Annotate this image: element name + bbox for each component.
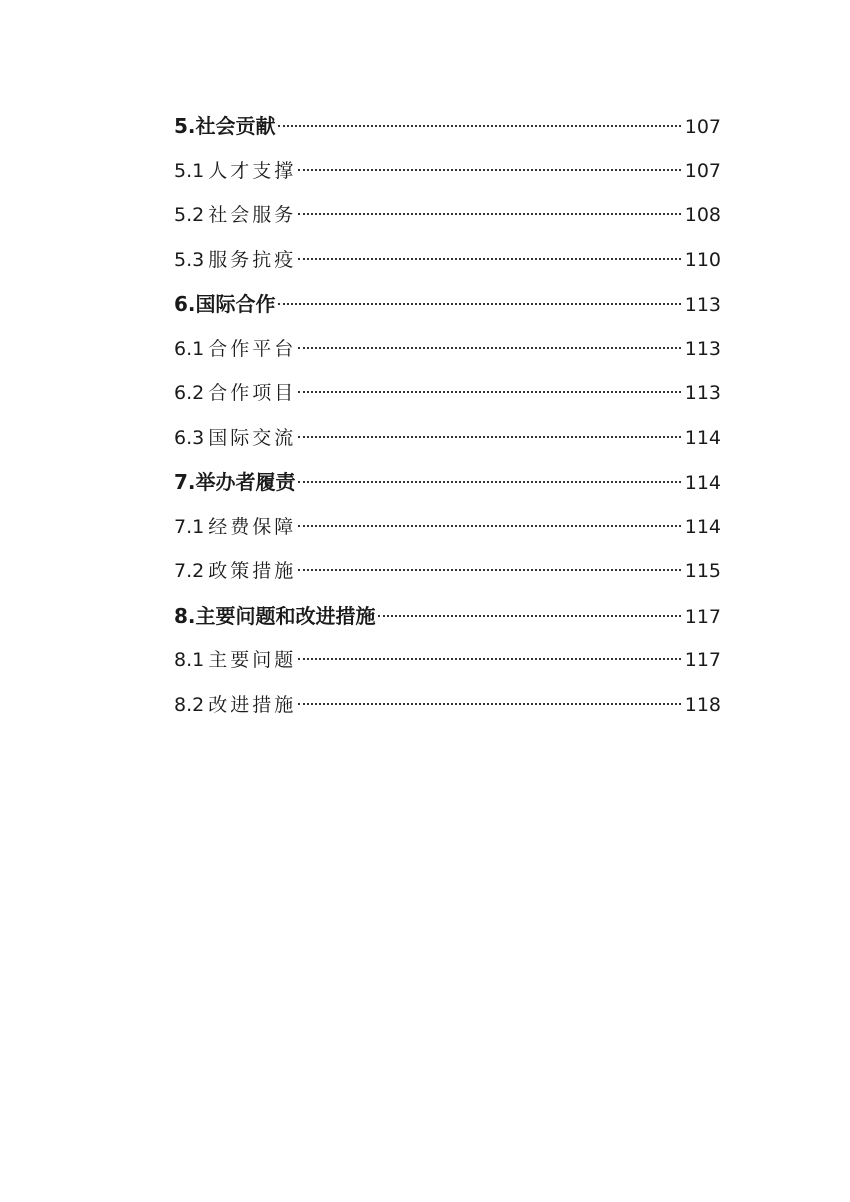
dot-leader bbox=[298, 436, 681, 438]
toc-entry-label: 政策措施 bbox=[208, 560, 297, 582]
toc-entry-title bbox=[174, 327, 296, 372]
toc-entry-title bbox=[174, 104, 276, 149]
toc-entry-5-1[interactable] bbox=[174, 149, 721, 194]
toc-entry-6-3[interactable] bbox=[174, 416, 721, 461]
toc-entry-number: 5.1 bbox=[174, 159, 205, 182]
dot-leader bbox=[298, 258, 681, 260]
toc-entry-page: 114 bbox=[684, 472, 721, 494]
dot-leader bbox=[298, 525, 681, 527]
toc-entry-page: 107 bbox=[684, 116, 721, 138]
toc-entry-number: 8.2 bbox=[174, 693, 205, 716]
dot-leader bbox=[298, 481, 681, 483]
toc-entry-number: 8.1 bbox=[174, 649, 205, 671]
toc-entry-number: 6.2 bbox=[174, 382, 205, 404]
toc-entry-label: 国际交流 bbox=[208, 426, 297, 449]
toc-entry-label: 社会贡献 bbox=[195, 114, 276, 138]
dot-leader bbox=[298, 169, 681, 171]
toc-entry-8-2[interactable] bbox=[174, 683, 721, 728]
toc-entry-title bbox=[174, 594, 376, 639]
toc-entry-page: 118 bbox=[684, 693, 721, 716]
dot-leader bbox=[298, 658, 681, 660]
toc-entry-6-2[interactable] bbox=[174, 371, 721, 416]
toc-entry-number: 5. bbox=[174, 114, 196, 138]
toc-entry-number: 6.3 bbox=[174, 426, 205, 449]
toc-entry-number: 8. bbox=[174, 603, 196, 628]
toc-entry-label: 举办者履责 bbox=[195, 470, 296, 494]
dot-leader bbox=[278, 303, 681, 305]
toc-entry-page: 113 bbox=[684, 294, 721, 316]
toc-entry-label: 合作平台 bbox=[208, 337, 297, 360]
toc-entry-7-1[interactable] bbox=[174, 505, 721, 550]
toc-entry-title bbox=[174, 683, 296, 728]
toc-entry-title bbox=[174, 238, 296, 283]
toc-entry-7-2[interactable] bbox=[174, 549, 721, 594]
dot-leader bbox=[278, 125, 681, 127]
toc-entry-number: 7.1 bbox=[174, 515, 205, 538]
dot-leader bbox=[298, 569, 681, 571]
toc-entry-8[interactable] bbox=[174, 594, 721, 639]
toc-entry-page: 114 bbox=[684, 426, 721, 449]
dot-leader bbox=[298, 703, 681, 705]
toc-entry-label: 人才支撑 bbox=[208, 159, 297, 182]
dot-leader bbox=[378, 615, 681, 617]
toc-entry-5-2[interactable] bbox=[174, 193, 721, 238]
toc-entry-label: 社会服务 bbox=[208, 204, 297, 226]
toc-entry-label: 合作项目 bbox=[208, 382, 297, 404]
toc-entry-page: 108 bbox=[684, 204, 721, 226]
toc-entry-number: 6.1 bbox=[174, 337, 205, 360]
toc-entry-title bbox=[174, 371, 296, 416]
toc-entry-title bbox=[174, 460, 296, 505]
toc-entry-number: 5.2 bbox=[174, 204, 205, 226]
toc-entry-title bbox=[174, 505, 296, 550]
toc-entry-title bbox=[174, 638, 296, 683]
toc-entry-5[interactable] bbox=[174, 104, 721, 149]
toc-entry-page: 115 bbox=[684, 560, 721, 582]
toc-entry-title bbox=[174, 549, 296, 594]
toc-entry-8-1[interactable] bbox=[174, 638, 721, 683]
toc-entry-6[interactable] bbox=[174, 282, 721, 327]
toc-entry-title bbox=[174, 149, 296, 194]
toc-entry-number: 6. bbox=[174, 292, 196, 316]
table-of-contents bbox=[174, 104, 721, 727]
toc-entry-page: 113 bbox=[684, 337, 721, 360]
toc-entry-title bbox=[174, 193, 296, 238]
toc-entry-title bbox=[174, 416, 296, 461]
toc-entry-page: 117 bbox=[684, 605, 721, 628]
dot-leader bbox=[298, 391, 681, 393]
toc-entry-page: 117 bbox=[684, 649, 721, 671]
dot-leader bbox=[298, 213, 681, 215]
toc-entry-number: 7.2 bbox=[174, 560, 205, 582]
toc-entry-label: 主要问题 bbox=[208, 649, 297, 671]
toc-entry-page: 114 bbox=[684, 515, 721, 538]
toc-entry-label: 服务抗疫 bbox=[208, 248, 297, 271]
toc-entry-number: 7. bbox=[174, 470, 196, 494]
toc-entry-7[interactable] bbox=[174, 460, 721, 505]
toc-entry-title bbox=[174, 282, 276, 327]
toc-entry-6-1[interactable] bbox=[174, 327, 721, 372]
toc-entry-page: 107 bbox=[684, 159, 721, 182]
toc-entry-label: 国际合作 bbox=[195, 292, 276, 316]
toc-entry-number: 5.3 bbox=[174, 248, 205, 271]
toc-entry-label: 改进措施 bbox=[208, 693, 297, 716]
toc-entry-5-3[interactable] bbox=[174, 238, 721, 283]
toc-entry-page: 113 bbox=[684, 382, 721, 404]
toc-entry-page: 110 bbox=[684, 248, 721, 271]
dot-leader bbox=[298, 347, 681, 349]
toc-entry-label: 经费保障 bbox=[208, 515, 297, 538]
toc-entry-label: 主要问题和改进措施 bbox=[195, 603, 376, 628]
